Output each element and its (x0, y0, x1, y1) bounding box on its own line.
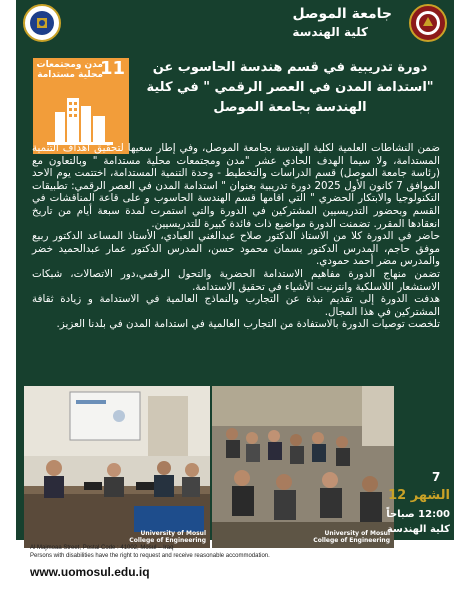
event-month: الشهر 12 (388, 488, 450, 503)
paragraph-intro: ضمن النشاطات العلمية لكلية الهندسة بجامعة الموصل، وفي إطار سعيها لتحقيق أهداف التنمية المستدامة، ولا سيما الهدف الحادي عشر "مدن ومجتمعات محلية مستدامة " وبالتعاون مع (رئاسة جامعة الموصل) قسم الدراسات والتخطيط - وحدة التنمية المستدامة، اختتمت يوم الاحد الموافق 7 كانون الأول 2025 دورة تدريبية بعنوان " استدامة المدن في العصر الرقمي: تطبيقات التكنولوجيا والابتكار الحضري " التي اقامها قسم الهندسة الحاسوب و على قاعة المناقشات في القسم وبحضور التدريسيين المشتركين في الدورة والتي استمرت لمدة سبعة أيام من تاريخ انعقادها المقرر. تضمنت الدورة مواضيع ذات فائدة كبيرة للتدريسيين. (32, 142, 440, 230)
sdg-number: 11 (99, 58, 125, 79)
photo-caption-university: University of Mosul (140, 530, 206, 537)
city-buildings-icon (33, 58, 129, 154)
article-body (32, 142, 440, 331)
photo-presenters (24, 386, 210, 548)
article-title: دورة تدريبية في قسم هندسة الحاسوب عن "استدامة المدن في العصر الرقمي " في كلية الهندسة بجامعة الموصل (146, 60, 434, 115)
website-link[interactable]: www.uomosul.edu.iq (30, 565, 150, 579)
sdg-label: مدن ومجتمعات محلية مستدامة (36, 60, 103, 80)
event-time: 12:00 صباحاً (386, 509, 450, 520)
paragraph-recommendations: تلخصت توصيات الدورة بالاستفادة من التجارب العالمية في استدامة المدن في بلدنا العزيز. (56, 318, 440, 331)
footer-accessibility-note: Persons with disabilities have the right to request and receive reasonable accommodation. (30, 553, 270, 559)
footer-address: Al Majmoaa Street, Postal Code : 41002, Mosul – Iraq (30, 545, 174, 551)
event-day: 7 (432, 470, 441, 484)
paragraph-curriculum: تضمن منهاج الدورة مفاهيم الاستدامة الحضرية والتحول الرقمي،دور الاتصالات، شبكات الاستشعار اللاسلكية وانترنيت الأشياء في تحقيق الاستدامة. (32, 267, 440, 293)
university-emblem-icon (409, 4, 447, 42)
header-bar (16, 0, 454, 44)
event-place: كلية الهندسة (386, 524, 450, 535)
university-name: جامعة الموصل (292, 6, 392, 22)
paragraph-goal: هدفت الدورة إلى تقديم نبذة عن التجارب والنماذج العالمية في الاستدامة و زيادة ثقافة المشتركين في هذا المجال. (32, 293, 440, 318)
photo-audience (212, 386, 394, 548)
photo-caption (129, 530, 206, 544)
college-name: كلية الهندسة (292, 25, 368, 39)
photo-caption-university: University of Mosul (324, 530, 390, 537)
photo-caption-college: College of Engineering (313, 537, 390, 544)
paragraph-lecturers: حاضر في الدورة كلا من الاستاذ الدكتور صلاح عبدالغني العبادي، الأستاذ المساعد الدكتور ربيع موفق حاجم، المدرس الدكتور بسمان محمود حسن، المدرس الدكتور عمار عبدالحميد خضر والمدرس مضر أحمد حمودي. (32, 230, 440, 268)
photo-caption-college: College of Engineering (129, 537, 206, 544)
article-panel (16, 44, 454, 544)
photo-caption (313, 530, 390, 544)
college-emblem-icon (23, 4, 61, 42)
sdg-11-badge (33, 58, 129, 154)
